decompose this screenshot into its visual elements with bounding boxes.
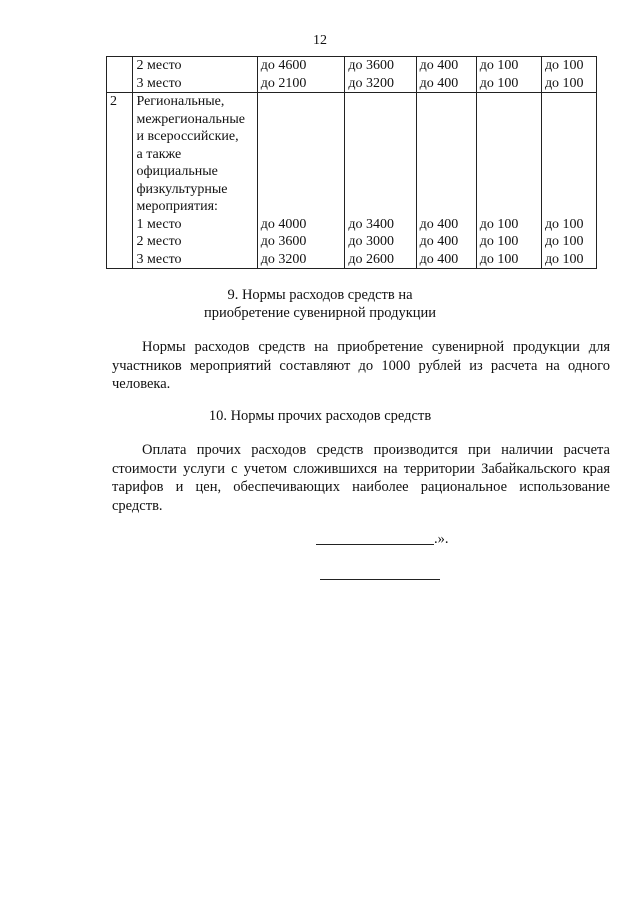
section-9-title-line2: приобретение сувенирной продукции xyxy=(203,305,437,321)
row-number-cell xyxy=(107,93,133,269)
value-text: до 3200 xyxy=(260,251,307,267)
value-text: до 100 xyxy=(544,234,584,249)
value-text: до 400 xyxy=(419,234,459,249)
value-text: до 2600 xyxy=(348,251,394,267)
place-label: 2 место xyxy=(136,234,182,249)
table-row xyxy=(107,93,597,269)
value-text: до 100 xyxy=(479,58,519,73)
value-text: до 3400 xyxy=(348,216,394,232)
place-label: 3 место xyxy=(136,251,182,267)
value-cell xyxy=(345,93,416,269)
place-label: 1 место xyxy=(136,216,182,232)
value-text: до 100 xyxy=(544,216,584,232)
event-name-line: и всероссийские, xyxy=(136,129,239,144)
event-name-cell xyxy=(133,57,257,93)
value-text: до 400 xyxy=(419,216,459,232)
value-cell xyxy=(476,57,541,93)
section-9-title-line1: 9. Нормы расходов средств на xyxy=(227,287,413,303)
section-10-paragraph: Оплата прочих расходов средств производится при наличии расчета стоимости услуги с учетом сложившихся на территории Забайкальского края тарифов и цен, обеспечивающих наиболее рациональное использование средств. xyxy=(112,442,610,514)
value-text: до 100 xyxy=(544,58,584,73)
event-name-line: физкультурные xyxy=(136,181,228,197)
event-name-line: а также xyxy=(136,146,182,162)
section-9-paragraph: Нормы расходов средств на приобретение сувенирной продукции для участников мероприятий составляют до 1000 рублей из расчета на одного человека. xyxy=(112,339,610,392)
value-text: до 100 xyxy=(479,251,519,267)
value-text: до 400 xyxy=(419,75,459,91)
value-text: до 100 xyxy=(544,75,584,91)
value-cell xyxy=(476,93,541,269)
value-text: до 100 xyxy=(479,216,519,232)
event-name-line: Региональные, xyxy=(136,94,225,109)
value-text: до 4000 xyxy=(260,216,307,232)
value-text: до 3600 xyxy=(260,234,307,249)
event-name-line: мероприятия: xyxy=(136,199,218,214)
end-rule xyxy=(320,579,440,580)
value-text: до 100 xyxy=(479,75,519,91)
value-text: до 2100 xyxy=(260,75,307,91)
event-name-line: официальные xyxy=(136,164,218,179)
value-text: до 400 xyxy=(419,58,459,73)
row-number: 2 xyxy=(110,94,117,109)
section-10-title: 10. Нормы прочих расходов средств xyxy=(208,408,432,424)
value-text: до 4600 xyxy=(260,58,307,73)
row-number-cell xyxy=(107,57,133,93)
value-text: до 3200 xyxy=(348,75,394,91)
value-cell xyxy=(257,57,345,93)
event-name-line: межрегиональные xyxy=(136,111,245,127)
page-number: 12 xyxy=(313,33,327,48)
value-cell xyxy=(416,93,476,269)
place-label: 3 место xyxy=(136,75,182,91)
value-text: до 100 xyxy=(544,251,584,267)
closing-quote: .». xyxy=(434,531,449,547)
value-cell xyxy=(541,57,596,93)
value-cell xyxy=(541,93,596,269)
value-text: до 3000 xyxy=(348,234,394,249)
table-row xyxy=(107,57,597,93)
place-label: 2 место xyxy=(136,58,182,73)
value-text: до 100 xyxy=(479,234,519,249)
event-name-cell xyxy=(133,93,257,269)
value-text: до 3600 xyxy=(348,58,394,73)
signature-line xyxy=(316,544,434,545)
value-cell xyxy=(416,57,476,93)
value-cell xyxy=(345,57,416,93)
norms-table xyxy=(106,56,597,269)
value-text: до 400 xyxy=(419,251,459,267)
value-cell xyxy=(257,93,345,269)
